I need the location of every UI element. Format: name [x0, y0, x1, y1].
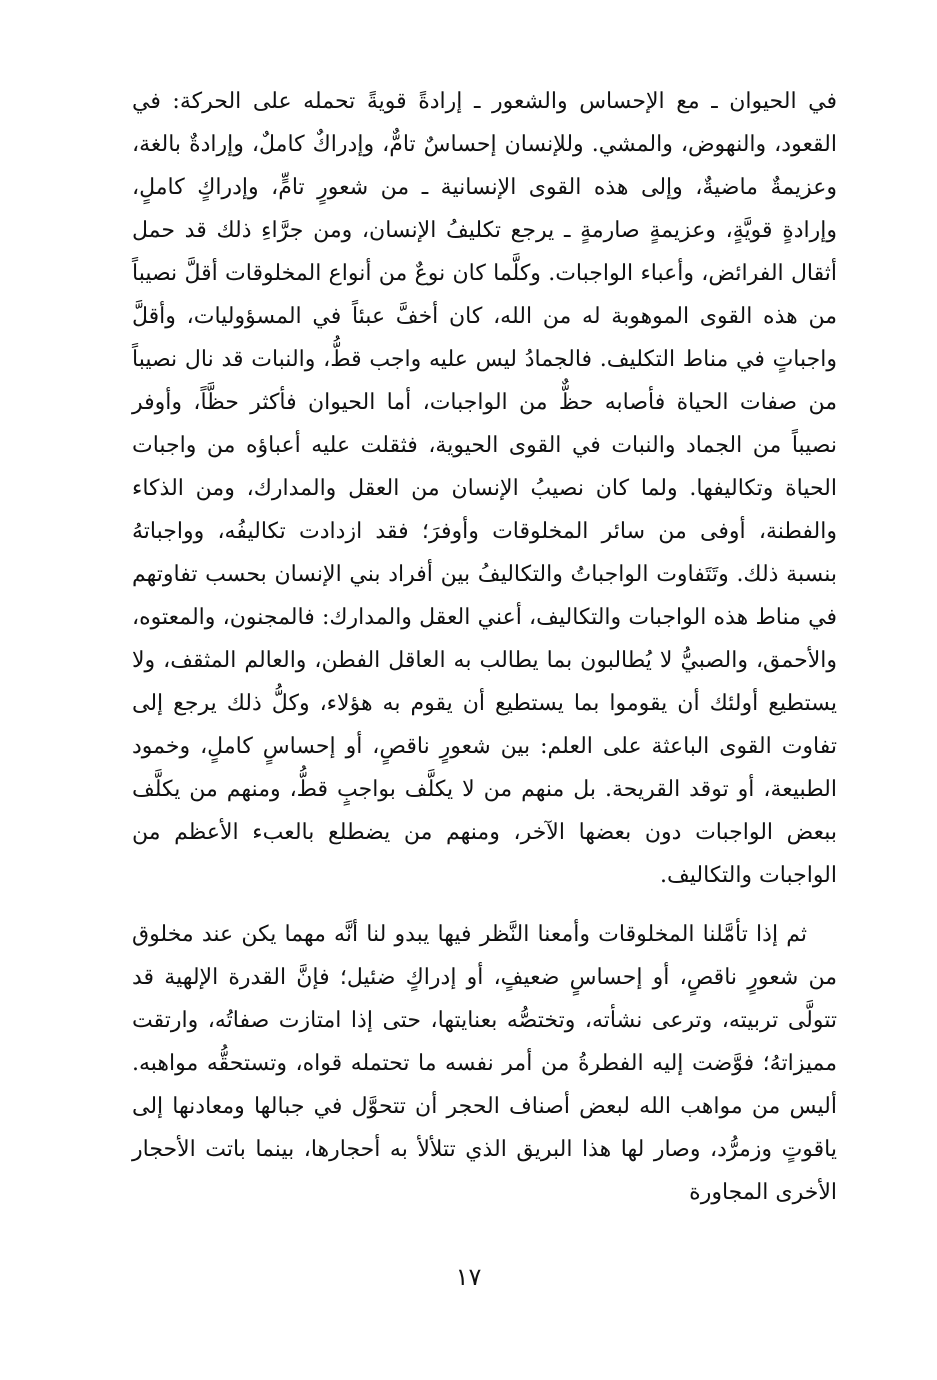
paragraph-2: ثم إذا تأمَّلنا المخلوقات وأمعنا النَّظر فيها يبدو لنا أنَّه مهما يكن عند مخلوق من شعورٍ ناقصٍ، أو إحساسٍ ضعيفٍ، أو إدراكٍ ضئيل؛ فإنَّ القدرة الإلهية قد تتولَّى تربيته، وترعى نشأته، وتختصُّه بعنايتها، حتى إذا امتازت صفاتُه، وارتقت مميزاتهُ؛ فوَّضت إليه الفطرةُ من أمر نفسه ما تحتمله قواه، وتستحقُّه مواهبه. أليس من مواهب الله لبعض أصناف الحجر أن تتحوَّل في جبالها ومعادنها إلى ياقوتٍ وزمرُّد، وصار لها هذا البريق الذي تتلألأ به أحجارها، بينما باتت الأحجار الأخرى المجاورة [132, 922, 837, 1205]
page-body [132, 80, 837, 1214]
paragraph-1: في الحيوان ـ مع الإحساس والشعور ـ إرادةً قويةً تحمله على الحركة: في القعود، والنهوض، والمشي. وللإنسان إحساسٌ تامٌّ، وإدراكٌ كاملٌ، وإرادةٌ بالغة، وعزيمةٌ ماضيةٌ، وإلى هذه القوى الإنسانية ـ من شعورٍ تامٍّ، وإدراكٍ كاملٍ، وإرادةٍ قويَّةٍ، وعزيمةٍ صارمةٍ ـ يرجع تكليفُ الإنسان، ومن جرَّاءِ ذلك قد حمل أثقال الفرائض، وأعباء الواجبات. وكلَّما كان نوعٌ من أنواع المخلوقات أقلَّ نصيباً من هذه القوى الموهوبة له من الله، كان أخفَّ عبئاً في المسؤوليات، وأقلَّ واجباتٍ في مناط التكليف. فالجمادُ ليس عليه واجب قطُّ، والنبات قد نال نصيباً من صفات الحياة فأصابه حظٌّ من الواجبات، أما الحيوان فأكثر حظَّاً، وأوفر نصيباً من الجماد والنبات في القوى الحيوية، فثقلت عليه أعباؤه من واجبات الحياة وتكاليفها. ولما كان نصيبُ الإنسان من العقل والمدارك، ومن الذكاء والفطنة، أوفى من سائر المخلوقات وأوفرَ؛ فقد ازدادت تكاليفُه، وواجباتهُ بنسبة ذلك. وتَتَفاوت الواجباتُ والتكاليفُ بين أفراد بني الإنسان بحسب تفاوتهم في مناط هذه الواجبات والتكاليف، أعني العقل والمدارك: فالمجنون، والمعتوه، والأحمق، والصبيُّ لا يُطالبون بما يطالب به العاقل الفطن، والعالم المثقف، ولا يستطيع أولئك أن يقوموا بما يستطيع أن يقوم به هؤلاء، وكلُّ ذلك يرجع إلى تفاوت القوى الباعثة على العلم: بين شعورٍ ناقصٍ، أو إحساسٍ كاملٍ، وخمود الطبيعة، أو توقد القريحة. بل منهم من لا يكلَّف بواجبٍ قطُّ، ومنهم من يكلَّف ببعض الواجبات دون بعضها الآخر، ومنهم من يضطلع بالعبء الأعظم من الواجبات والتكاليف. [132, 89, 837, 888]
page-number: ١٧ [455, 1263, 482, 1291]
